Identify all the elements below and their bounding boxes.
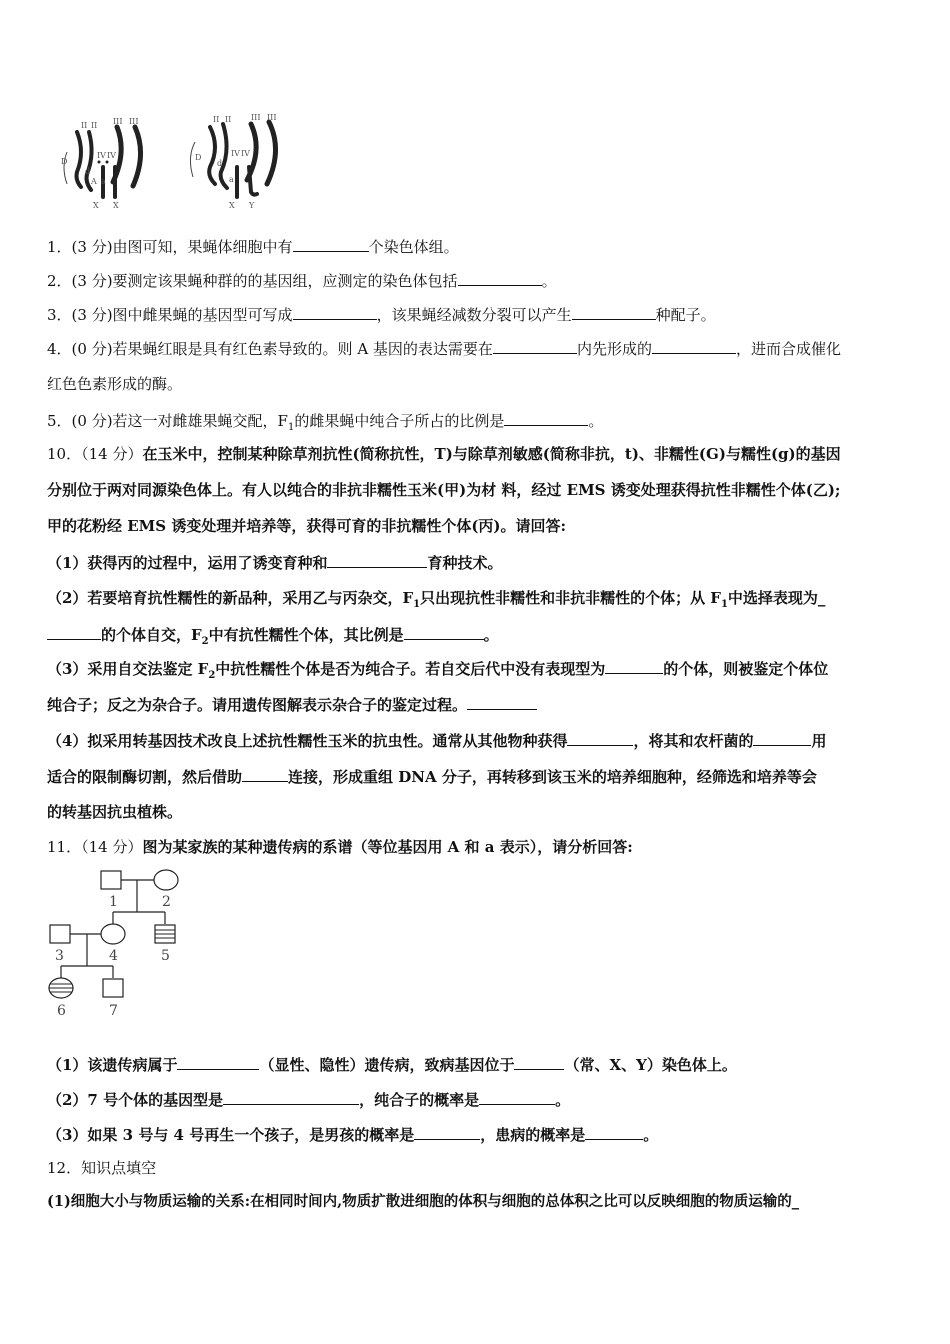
pedigree-male-1 (101, 871, 121, 889)
q11-stem (47, 837, 633, 857)
q12-part-1 (47, 1192, 799, 1212)
q9-item-3 (47, 304, 716, 325)
male-chromosome-3b (267, 122, 276, 184)
answer-blank[interactable] (572, 304, 656, 320)
q11-part-2-text: （2）7 号个体的基因型是 (47, 1091, 224, 1109)
female-chromosome-3b (133, 127, 141, 186)
female-label: D (61, 157, 68, 166)
pedigree-male-7 (103, 979, 123, 997)
answer-blank[interactable] (47, 624, 101, 640)
female-label: d (85, 167, 91, 176)
q9-item-2-suffix: 。 (541, 272, 557, 290)
q9-item-4-suffix: ，进而合成催化 (735, 340, 841, 358)
female-label: III (113, 117, 123, 126)
female-label: II (81, 121, 88, 130)
q11-part-1 (47, 1054, 737, 1075)
answer-blank[interactable] (753, 730, 811, 746)
answer-blank[interactable] (504, 410, 588, 426)
chromosome-karyotype-diagram (55, 112, 315, 212)
q9-item-3-suffix: 种配子。 (655, 306, 716, 324)
q10-part-2-line-2 (47, 624, 499, 645)
q9-item-3-text: 3．(3 分)图中雌果蝇的基因型可写成 (47, 306, 293, 324)
q11-part-1-suffix: （常、X、Y）染色体上。 (564, 1056, 737, 1074)
answer-blank[interactable] (177, 1054, 259, 1070)
q9-item-4-continued (47, 374, 182, 394)
pedigree-label: 7 (109, 1003, 118, 1019)
q11-part-3-text: （3）如果 3 号与 4 号再生一个孩子，是男孩的概率是 (47, 1126, 415, 1144)
pedigree-label: 3 (55, 948, 64, 964)
q11-part-2-mid: ，纯合子的概率是 (359, 1091, 480, 1109)
answer-blank[interactable] (404, 624, 484, 640)
pedigree-female-2 (154, 870, 178, 890)
q10-stem-text-3: 甲的花粉经 EMS 诱变处理并培养等，获得可育的非抗糯性个体(丙)。请回答: (47, 517, 567, 535)
q10-part-4-line-2 (47, 766, 817, 787)
q11-part-3-mid: ，患病的概率是 (480, 1126, 586, 1144)
q10-part-4-line-3-text: 的转基因抗虫植株。 (47, 803, 183, 821)
q10-part-2-line-2-suffix: 。 (483, 626, 499, 644)
male-label: III (251, 113, 261, 122)
q10-part-1-text: （1）获得丙的过程中，运用了诱变育种和 (47, 554, 328, 572)
female-label: X (93, 201, 99, 210)
q10-part-1-suffix: 育种技术。 (427, 554, 503, 572)
q10-part-4-line-1 (47, 730, 826, 751)
q9-item-4-text: 4．(0 分)若果蝇红眼是具有红色素导致的。则 A 基因的表达需要在 (47, 340, 493, 358)
q10-part-4-line-2-text: 适合的限制酶切割，然后借助 (47, 768, 243, 786)
answer-blank[interactable] (514, 1054, 564, 1070)
q10-part-2-line-2-mid: 中有抗性糯性个体，其比例是 (208, 626, 404, 644)
q12-title-text: 12．知识点填空 (47, 1159, 157, 1177)
q9-item-4-mid: 内先形成的 (576, 340, 652, 358)
pedigree-label: 6 (57, 1003, 66, 1019)
q10-part-3-line-2-text: 纯合子；反之为杂合子。请用遗传图解表示杂合子的鉴定过程。 (47, 696, 468, 714)
female-label: II (91, 121, 98, 130)
q10-part-1 (47, 552, 502, 573)
pedigree-figure (45, 868, 195, 1028)
male-label: IV (231, 149, 240, 158)
male-label: III (267, 113, 277, 122)
answer-blank[interactable] (479, 1089, 555, 1105)
q10-part-3-text: （3）采用自交法鉴定 F (47, 660, 209, 678)
q10-stem-line-3 (47, 516, 566, 536)
q10-part-4-mid: ，将其和农杆菌的 (633, 732, 754, 750)
q10-part-4-line-2-suffix: 连接，形成重组 DNA 分子，再转移到该玉米的培养细胞种，经筛选和培养等会 (288, 768, 817, 786)
q11-part-3 (47, 1124, 658, 1145)
female-label: a (101, 177, 106, 186)
q10-part-2-suffix: 中选择表现为_ (727, 589, 826, 607)
subscript: 2 (201, 636, 209, 647)
q9-item-2 (47, 270, 557, 291)
pedigree-label: 4 (109, 948, 118, 964)
q11-part-3-suffix: 。 (643, 1126, 659, 1144)
q9-item-4-cont-text: 红色色素形成的酶。 (47, 375, 183, 393)
q9-item-5 (47, 410, 603, 431)
pedigree-label: 1 (109, 894, 118, 910)
q10-stem-text-2: 分别位于两对同源染色体上。有人以纯合的非抗非糯性玉米(甲)为材 料，经过 EMS 诱变处理获得抗性非糯性个体(乙); (47, 481, 841, 499)
q9-item-5-suffix: 。 (588, 412, 604, 430)
q11-part-2-suffix: 。 (555, 1091, 571, 1109)
female-chromosome-4a (98, 161, 101, 164)
answer-blank[interactable] (467, 694, 537, 710)
q11-part-2 (47, 1089, 570, 1110)
male-label: d (217, 159, 223, 168)
male-label: IV (241, 149, 250, 158)
female-chromosome-4b (106, 161, 109, 164)
pedigree-female-4 (101, 924, 125, 944)
pedigree-chart (45, 868, 195, 1028)
answer-blank[interactable] (293, 236, 369, 252)
answer-blank[interactable] (567, 730, 633, 746)
q11-part-1-mid: （显性、隐性）遗传病，致病基因位于 (259, 1056, 515, 1074)
question-number: 10．（14 分） (47, 445, 143, 463)
female-label: X (113, 201, 119, 210)
female-label: IV (97, 151, 106, 160)
q10-part-2-line-1 (47, 588, 825, 608)
subscript: 1 (413, 599, 421, 610)
q10-part-2-line-2-text: 的个体自交，F (101, 626, 202, 644)
male-label: Y (249, 201, 255, 210)
answer-blank[interactable] (327, 552, 427, 568)
q10-stem-text-1: 在玉米中，控制某种除草剂抗性(简称抗性，T)与除草剂敏感(简称非抗，t)、非糯性(G)与糯性(g)的基因 (142, 445, 841, 463)
answer-blank[interactable] (414, 1124, 480, 1140)
q9-item-4 (47, 338, 841, 359)
q11-part-1-text: （1）该遗传病属于 (47, 1056, 178, 1074)
answer-blank[interactable] (652, 338, 736, 354)
answer-blank[interactable] (293, 304, 377, 320)
female-label: IV (107, 151, 116, 160)
question-number: 11．（14 分） (47, 838, 143, 856)
q12-title (47, 1158, 156, 1178)
female-label: A (91, 177, 97, 186)
q9-item-1 (47, 236, 459, 257)
answer-blank[interactable] (458, 270, 542, 286)
q10-part-3-mid: 中抗性糯性个体是否为纯合子。若自交后代中没有表现型为 (215, 660, 606, 678)
answer-blank[interactable] (585, 1124, 643, 1140)
male-label: II (225, 115, 232, 124)
q10-part-4-suffix: 用 (811, 732, 827, 750)
q9-item-2-text: 2．(3 分)要测定该果蝇种群的的基因组，应测定的染色体包括 (47, 272, 458, 290)
q10-part-2-mid: 只出现抗性非糯性和非抗非糯性的个体；从 F (420, 589, 721, 607)
q9-item-1-suffix: 个染色体组。 (368, 238, 459, 256)
q9-item-5-text: 5．(0 分)若这一对雌雄果蝇交配，F (47, 412, 288, 430)
q12-part-1-text: (1)细胞大小与物质运输的关系:在相同时间内,物质扩散进细胞的体积与细胞的总体积之比可以反映细胞的物质运输的_ (47, 1193, 799, 1210)
q10-part-2-text: （2）若要培育抗性糯性的新品种，采用乙与丙杂交，F (47, 589, 414, 607)
answer-blank[interactable] (493, 338, 577, 354)
q9-item-3-mid: ，该果蝇经减数分裂可以产生 (376, 306, 572, 324)
subscript: 1 (287, 422, 295, 433)
pedigree-label: 5 (161, 948, 170, 964)
q10-part-3-suffix: 的个体，则被鉴定个体位 (663, 660, 829, 678)
male-chromosome-2a (209, 127, 215, 184)
answer-blank[interactable] (605, 658, 663, 674)
chromosome-figure (55, 112, 315, 212)
female-chromosome-2a (77, 132, 82, 187)
q9-item-1-text: 1．(3 分)由图可知，果蝇体细胞中有 (47, 238, 293, 256)
q11-stem-text: 图为某家族的某种遗传病的系谱（等位基因用 A 和 a 表示），请分析回答: (142, 838, 633, 856)
subscript: 1 (720, 599, 728, 610)
q10-part-4-line-3 (47, 802, 182, 822)
answer-blank[interactable] (242, 766, 288, 782)
q10-stem-line-1 (47, 444, 841, 464)
male-label: a (229, 175, 234, 184)
male-label: II (213, 115, 220, 124)
pedigree-male-3 (50, 925, 70, 943)
q10-part-4-text: （4）拟采用转基因技术改良上述抗性糯性玉米的抗虫性。通常从其他物种获得 (47, 732, 568, 750)
q10-part-3-line-1 (47, 658, 828, 679)
q10-part-3-line-2 (47, 694, 537, 715)
answer-blank[interactable] (223, 1089, 359, 1105)
q10-stem-line-2 (47, 480, 840, 500)
pedigree-label: 2 (162, 894, 171, 910)
female-label: III (129, 117, 139, 126)
male-label: D (195, 153, 202, 162)
male-chromosome-2b (221, 124, 227, 188)
subscript: 2 (208, 670, 216, 681)
q9-item-5-mid: 的雌果蝇中纯合子所占的比例是 (294, 412, 505, 430)
male-label: X (229, 201, 235, 210)
